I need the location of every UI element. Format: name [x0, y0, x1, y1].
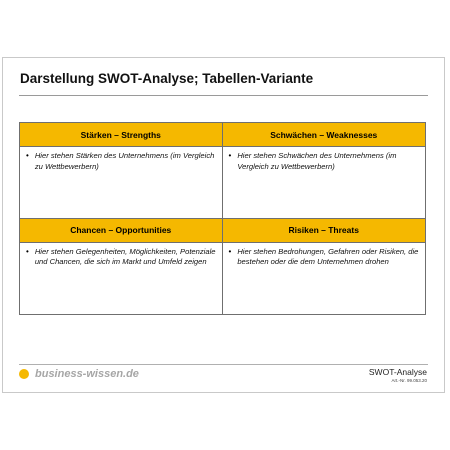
opportunities-heading: Chancen – Opportunities	[20, 219, 222, 243]
brand-name: business-wissen.de	[35, 368, 139, 380]
swot-cell-strengths	[20, 123, 223, 219]
swot-cell-threats	[223, 219, 426, 315]
title-divider	[19, 95, 428, 96]
threats-text: Hier stehen Bedrohungen, Gefahren oder Risiken, die bestehen oder die dem Unternehmen drohen	[237, 246, 419, 266]
swot-table	[19, 122, 426, 315]
weaknesses-heading: Schwächen – Weaknesses	[223, 123, 426, 147]
opportunities-body	[20, 243, 222, 272]
slide	[2, 57, 445, 393]
footer-article-number: Art.-Nr. 99.053.20	[391, 378, 427, 383]
footer-doc-title: SWOT-Analyse	[368, 367, 427, 377]
swot-cell-weaknesses	[223, 123, 426, 219]
footer-divider	[19, 364, 428, 365]
swot-cell-opportunities	[20, 219, 223, 315]
strengths-body	[20, 147, 222, 176]
brand-logo	[19, 368, 139, 380]
strengths-text: Hier stehen Stärken des Unternehmens (im Vergleich zu Wettbewerbern)	[34, 151, 215, 171]
bullet-icon: •	[26, 151, 29, 160]
bullet-icon: •	[26, 246, 29, 256]
bullet-icon: •	[228, 151, 232, 160]
bullet-icon: •	[228, 246, 232, 256]
weaknesses-body	[223, 147, 426, 176]
strengths-heading: Stärken – Strengths	[20, 123, 222, 147]
threats-heading: Risiken – Threats	[223, 219, 426, 243]
footer-info	[369, 367, 427, 383]
weaknesses-text: Hier stehen Schwächen des Unternehmens (im Vergleich zu Wettbewerbern)	[237, 151, 397, 171]
brand-dot-icon	[19, 369, 29, 379]
opportunities-text: Hier stehen Gelegenheiten, Möglichkeiten, Potenziale und Chancen, die sich im Markt und Umfeld zeigen	[34, 246, 216, 266]
threats-body	[223, 243, 426, 272]
slide-title: Darstellung SWOT-Analyse; Tabellen-Variante	[20, 71, 314, 86]
